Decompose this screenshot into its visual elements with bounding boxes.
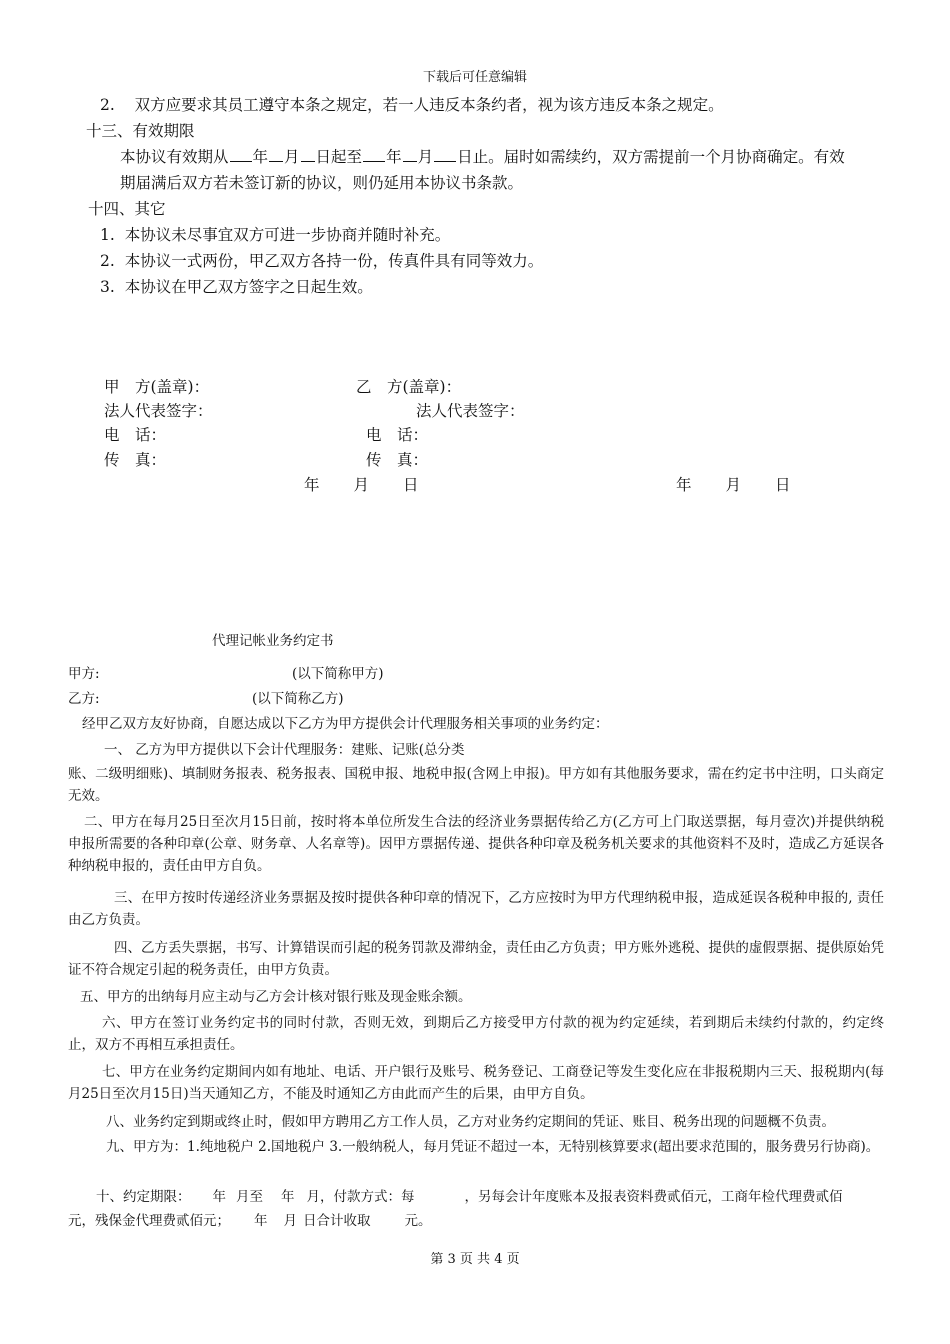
clause-10-line-2 [68,1210,432,1232]
clause-6: 六、甲方在签订业务约定书的同时付款，否则无效，到期后乙方接受甲方付款的视为约定延续，若到期后未续约付款的，约定终止，双方不再相互承担责任。 [68,1015,884,1053]
clause-4: 四、乙方丢失票据，书写、计算错误而引起的税务罚款及滞纳金，责任由乙方负责；甲方账外逃税、提供的虚假票据、提供原始凭证不符合规定引起的税务责任，由甲方负责。 [68,940,884,978]
contract-title: 代理记帐业务约定书 [212,633,334,649]
item-text: 本协议在甲乙双方签字之日起生效。 [124,278,373,296]
c10-c: 月至 [236,1189,263,1205]
blank [403,147,417,162]
c10-d: 年 [281,1189,295,1205]
blank [230,147,252,162]
legal-rep-b: 法人代表签字： [416,402,525,420]
party-b-note: (以下简称乙方) [252,691,344,707]
c10-line2-c: 月 [283,1213,297,1229]
blank [301,147,315,162]
validity-day-2: 日止。届时如需续约，双方需提前一个月协商确定。有效 [457,148,845,166]
validity-text-a: 本协议有效期从 [120,148,229,166]
clause-9: 九、甲方为：1.纯地税户 2.国地税户 3.一般纳税人，每月凭证不超过一本，无特别核算要求(超出要求范围的，服务费另行协商)。 [106,1139,880,1155]
party-a-note: (以下简称甲方) [292,666,384,682]
date-b [676,472,791,498]
other-item [100,222,450,248]
page-header: 下载后可任意编辑 [422,70,527,85]
party-a-seal: 甲 方(盖章)： [104,378,210,396]
clause-1-line-1: 一、 乙方为甲方提供以下会计代理服务：建账、记账(总分类 [104,742,465,758]
item-number: 2. [100,252,115,270]
year-label: 年 [304,476,320,494]
clause-3: 三、在甲方按时传递经济业务票据及按时提供各种印章的情况下，乙方应按时为甲方代理纳税申报，造成延误各税种申报的, 责任由乙方负责。 [68,890,884,928]
clause-2: 二、甲方在每月25日至次月15日前，按时将本单位所发生合法的经济业务票据传给乙方(乙方可上门取送票据，每月壹次)并提供纳税申报所需要的各种印章(公章、财务章、人名章等)。因甲方票据传递、提供各种印章及税务机关要求的其他资料不及时，造成乙方延误各种纳税申报的，责任由甲方自负。 [68,814,884,874]
year-label: 年 [676,476,692,494]
c10-line2-a: 元，残保金代理费贰佰元； [68,1213,230,1229]
fax-b: 传 真： [366,451,429,469]
blank [434,147,456,162]
clause-10-line-1 [96,1186,843,1208]
c10-line2-d: 日合计收取 [303,1213,371,1229]
contract-intro: 经甲乙双方友好协商，自愿达成以下乙方为甲方提供会计代理服务相关事项的业务约定： [82,716,609,732]
item-number: 1. [100,226,115,244]
clause-8: 八、业务约定到期或终止时，假如甲方聘用乙方工作人员，乙方对业务约定期间的凭证、账目、税务出现的问题概不负责。 [106,1114,835,1130]
section-13-title: 十三、有效期限 [86,122,195,140]
item-number: 2. [100,96,115,114]
fax-a: 传 真： [104,451,167,469]
day-label: 日 [403,476,419,494]
clause-5: 五、甲方的出纳每月应主动与乙方会计核对银行账及现金账余额。 [80,989,472,1005]
blank [269,147,283,162]
item-text: 双方应要求其员工遵守本条之规定，若一人违反本条约者，视为该方违反本条之规定。 [134,96,724,114]
date-a [304,472,419,498]
c10-b: 年 [212,1189,226,1205]
other-item [100,248,543,274]
month-label: 月 [353,476,370,494]
validity-month-2: 月 [417,148,434,166]
validity-line-2: 期届满后双方若未签订新的协议，则仍延用本协议书条款。 [120,174,524,192]
validity-year-2: 年 [386,148,402,166]
validity-line-1 [120,144,845,170]
c10-line2-b: 年 [254,1213,268,1229]
party-b-seal: 乙 方(盖章)： [356,378,462,396]
phone-b: 电 话： [366,426,429,444]
legal-rep-a: 法人代表签字： [104,402,213,420]
item-number: 3. [100,278,115,296]
c10-f: ，另每会计年度账本及报表资料费贰佰元，工商年检代理费贰佰 [464,1189,843,1205]
month-label: 月 [725,476,742,494]
day-label: 日 [775,476,791,494]
page-footer: 第 3 页 共 4 页 [430,1252,520,1267]
c10-line2-e: 元。 [404,1213,432,1229]
c10-a: 十、约定期限： [96,1189,191,1205]
party-b-label: 乙方: [68,691,100,707]
validity-month-1: 月 [284,148,300,166]
item-text: 本协议未尽事宜双方可进一步协商并随时补充。 [124,226,451,244]
item-text: 本协议一式两份，甲乙双方各持一份，传真件具有同等效力。 [124,252,544,270]
clause-1-rest: 账、二级明细账)、填制财务报表、税务报表、国税申报、地税申报(含网上申报)。甲方如有其他服务要求，需在约定书中注明，口头商定无效。 [68,766,884,804]
section-14-title: 十四、其它 [88,200,166,218]
c10-e: 月，付款方式：每 [306,1189,415,1205]
clause-7: 七、甲方在业务约定期间内如有地址、电话、开户银行及账号、税务登记、工商登记等发生变化应在非报税期内三天、报税期内(每月25日至次月15日)当天通知乙方，不能及时通知乙方由此而产生的后果，由甲方自负。 [68,1064,884,1102]
blank [363,147,385,162]
phone-a: 电 话： [104,426,167,444]
item-2 [100,92,724,118]
other-item [100,274,373,300]
validity-day-1: 日起至 [315,148,363,166]
party-a-label: 甲方: [68,666,100,682]
validity-year-1: 年 [252,148,269,166]
